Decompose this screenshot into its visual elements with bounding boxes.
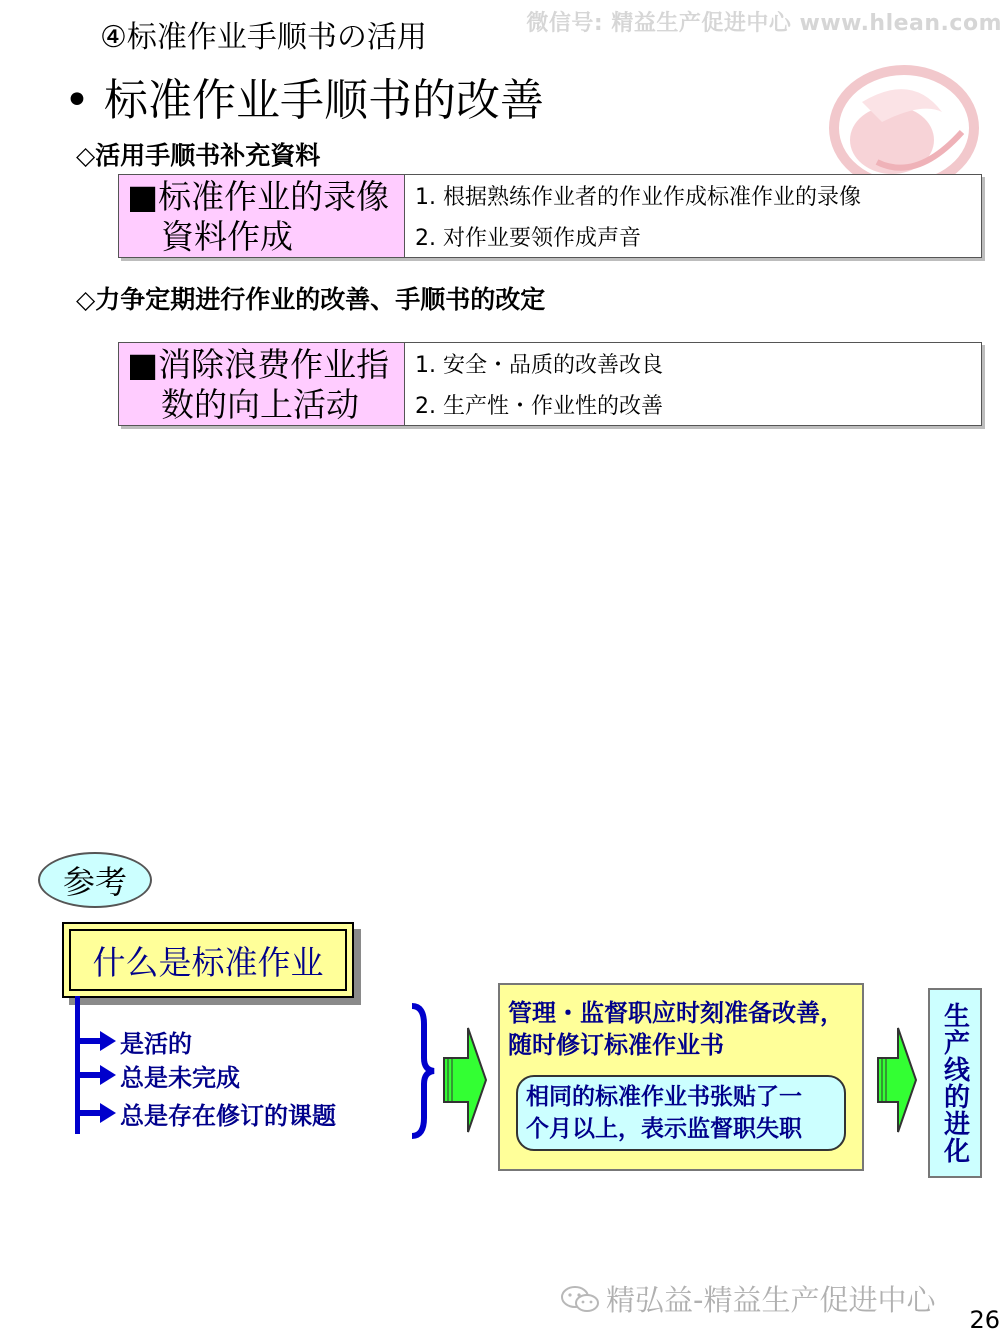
bubble-line2: 个月以上，表示监督职失职 [526, 1116, 802, 1142]
list-item [80, 1098, 336, 1128]
supervisor-note-bubble [516, 1075, 846, 1151]
watermark: 微信号: 精益生产促进中心 www.hlean.com [526, 11, 1002, 36]
standard-work-box [62, 922, 354, 998]
table-1-label-line1: ■标准作业的录像 [127, 177, 390, 216]
table-1-item: 2. 对作业要领作成声音 [415, 226, 641, 251]
footer-brand-text: 精弘益-精益生产促进中心 [606, 1283, 936, 1317]
green-arrow-icon [442, 1024, 488, 1136]
bubble-line1: 相同的标准作业书张贴了一 [526, 1084, 802, 1110]
improvement-table-1 [118, 174, 982, 258]
improvement-table-2 [118, 342, 982, 426]
line-evolution-box [928, 988, 982, 1178]
management-text-line1: 管理・监督职应时刻准备改善， [508, 999, 844, 1027]
table-2-label-line2: 数的向上活动 [161, 385, 359, 424]
page-number: 26 [969, 1306, 1000, 1334]
management-text-line2: 随时修订标准作业书 [508, 1031, 724, 1059]
green-arrow-icon [876, 1024, 918, 1136]
standard-work-title: 什么是标准作业 [69, 929, 347, 991]
wechat-icon [560, 1284, 600, 1314]
logo-icon [822, 62, 982, 192]
line-evolution-text: 生产线的进化 [939, 1002, 970, 1164]
footer-brand [560, 1278, 935, 1319]
bullet: • [64, 75, 90, 126]
list-item-text: 总是未完成 [120, 1063, 240, 1092]
list-item-text: 是活的 [120, 1029, 192, 1058]
table-2-item: 1. 安全・品质的改善改良 [415, 353, 663, 378]
table-2-label-line1: ■消除浪费作业指 [127, 345, 390, 384]
arrow-right-icon [80, 1101, 120, 1125]
section-title: ④标准作业手顺书の活用 [100, 20, 427, 55]
brace-icon [406, 1002, 438, 1140]
section-heading-1: ◇活用手顺书补充資料 [76, 141, 321, 170]
table-1-item: 1. 根据熟练作业者的作业作成标准作业的录像 [415, 185, 861, 210]
table-1-items [405, 175, 981, 257]
list-item [80, 1060, 240, 1090]
list-item-text: 总是存在修订的课题 [120, 1101, 336, 1130]
section-heading-2: ◇力争定期进行作业的改善、手顺书的改定 [76, 285, 546, 314]
table-1-label [119, 175, 405, 257]
management-text [508, 997, 844, 1061]
table-2-label [119, 343, 405, 425]
arrow-right-icon [80, 1063, 120, 1087]
table-1-label-line2: 資料作成 [161, 217, 293, 256]
main-heading [64, 64, 544, 128]
main-heading-text: 标准作业手顺书的改善 [104, 75, 544, 126]
arrow-right-icon [80, 1029, 120, 1053]
management-box [498, 983, 864, 1171]
reference-badge: 参考 [38, 852, 152, 908]
table-2-items [405, 343, 981, 425]
list-item [80, 1026, 192, 1056]
table-2-item: 2. 生产性・作业性的改善 [415, 394, 663, 419]
